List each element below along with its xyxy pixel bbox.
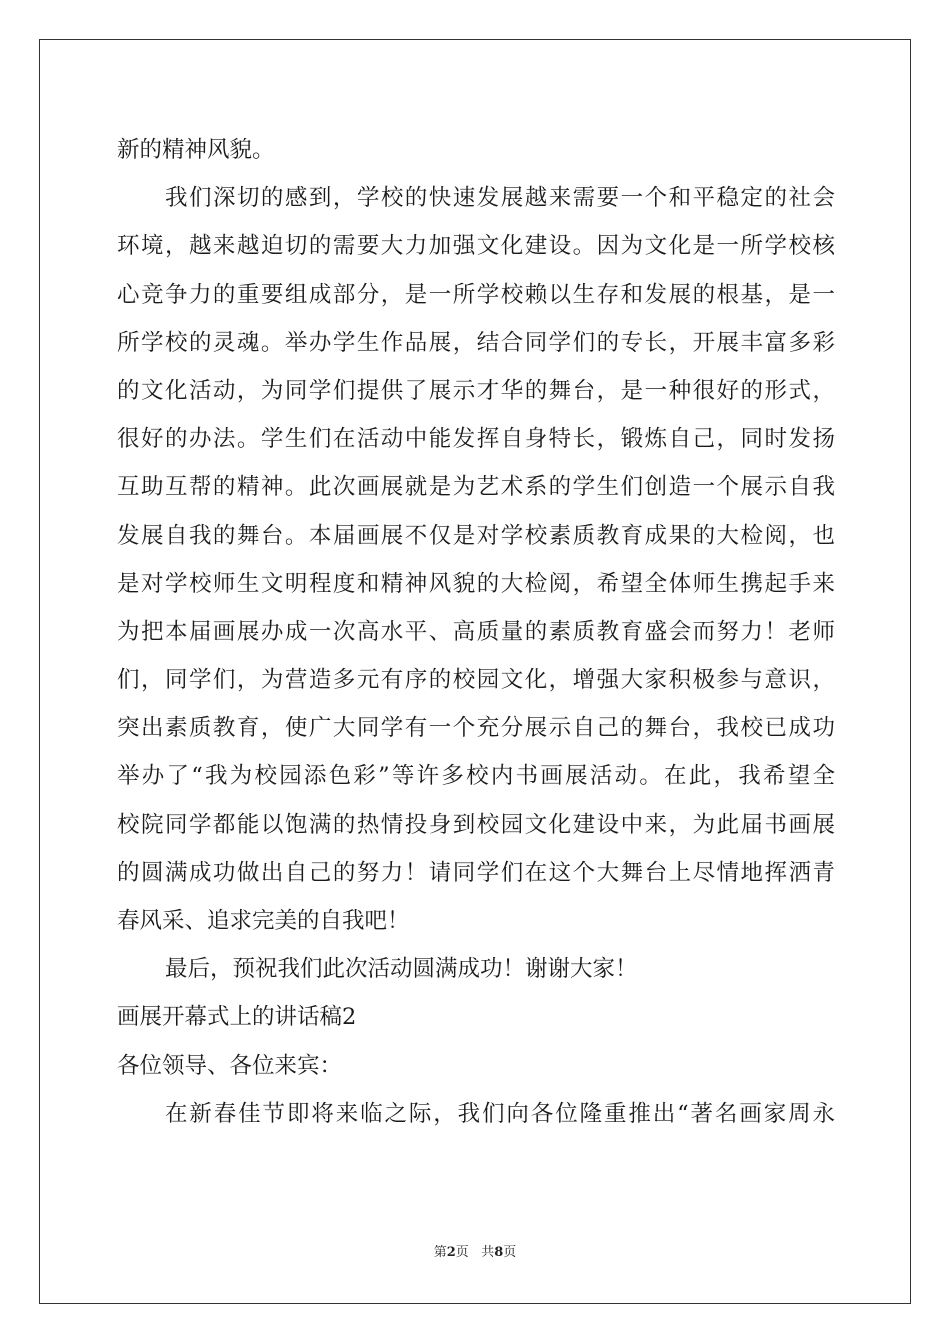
page-footer <box>0 1244 950 1262</box>
text-line: 们，同学们，为营造多元有序的校园文化，增强大家积极参与意识， <box>117 667 835 694</box>
total-suffix: 页 <box>503 1245 517 1260</box>
text-line: 突出素质教育，使广大同学有一个充分展示自己的舞台，我校已成功 <box>117 715 835 742</box>
document-body <box>117 126 835 1138</box>
text-line: 春风采、追求完美的自我吧！ <box>117 908 410 934</box>
text-line: 互助互帮的精神。此次画展就是为艺术系的学生们创造一个展示自我 <box>117 474 835 501</box>
closing-line: 最后，预祝我们此次活动圆满成功！谢谢大家！ <box>165 956 638 983</box>
page-prefix: 第 <box>433 1245 447 1260</box>
text-line: 很好的办法。学生们在活动中能发挥自身特长，锻炼自己，同时发扬 <box>117 426 835 453</box>
text-line: 的圆满成功做出自己的努力！请同学们在这个大舞台上尽情地挥洒青 <box>117 859 835 886</box>
paragraph-start-line: 我们深切的感到，学校的快速发展越来需要一个和平稳定的社会 <box>165 185 835 212</box>
total-pages: 8 <box>494 1245 504 1260</box>
page-number: 2 <box>446 1245 456 1260</box>
text-line: 是对学校师生文明程度和精神风貌的大检阅，希望全体师生携起手来 <box>117 570 835 597</box>
text-line: 环境，越来越迫切的需要大力加强文化建设。因为文化是一所学校核 <box>117 233 835 260</box>
text-line: 发展自我的舞台。本届画展不仅是对学校素质教育成果的大检阅，也 <box>117 522 835 549</box>
text-line: 的文化活动，为同学们提供了展示才华的舞台，是一种很好的形式， <box>117 377 835 404</box>
text-line: 所学校的灵魂。举办学生作品展，结合同学们的专长，开展丰富多彩 <box>117 329 835 356</box>
text-line: 举办了“我为校园添色彩”等许多校内书画展活动。在此，我希望全 <box>117 763 835 790</box>
text-line: 校院同学都能以饱满的热情投身到校园文化建设中来，为此届书画展 <box>117 811 835 838</box>
total-prefix: 共 <box>481 1245 495 1260</box>
text-line: 为把本届画展办成一次高水平、高质量的素质教育盛会而努力！老师 <box>117 618 835 645</box>
section-title: 画展开幕式上的讲话稿2 <box>117 1004 357 1031</box>
text-line: 新的精神风貌。 <box>117 137 275 163</box>
paragraph-start-line: 在新春佳节即将来临之际，我们向各位隆重推出“著名画家周永 <box>165 1100 835 1127</box>
salutation: 各位领导、各位来宾： <box>117 1052 343 1079</box>
text-line: 心竞争力的重要组成部分，是一所学校赖以生存和发展的根基，是一 <box>117 281 835 308</box>
page-suffix: 页 <box>455 1245 469 1260</box>
